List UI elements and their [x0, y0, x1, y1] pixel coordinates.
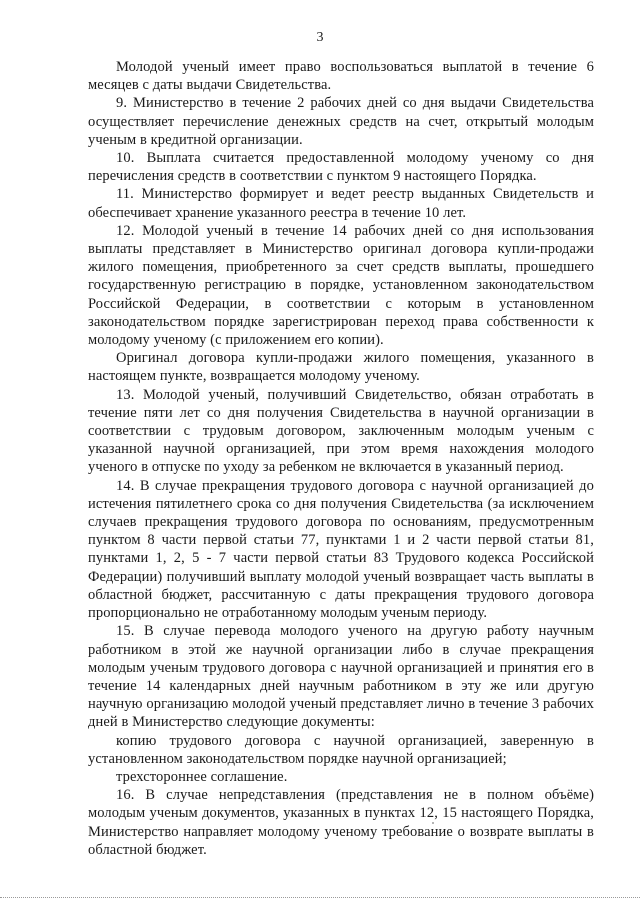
document-body: [88, 58, 594, 859]
scan-artifact: [432, 822, 434, 824]
paragraph-16-refund-demand: 16. В случае непредставления (представления не в полном объёме) молодым ученым документов, указанных в пунктах 12, 15 настоящего Порядка, Министерство направляет молодому ученому требование о возврате выплаты в областной бюджет.: [88, 787, 594, 858]
paragraph-eligibility-period: Молодой ученый имеет право воспользоваться выплатой в течение 6 месяцев с даты выдачи Свидетельства.: [88, 59, 594, 94]
paragraph-13-work-obligation: 13. Молодой ученый, получивший Свидетельство, обязан отработать в течение пяти лет со дня получения Свидетельства в научной организации в соответствии с трудовым договором, заключенным молодым ученым с указанной научной организацией, при этом время нахождения молодого ученого в отпуске по уходу за ребенком не включается в указанный период.: [88, 386, 594, 476]
paragraph-15-contract-copy: копию трудового договора с научной организацией, заверенную в установленном законодательством порядке научной организацией;: [88, 732, 594, 767]
paragraph-10-payment-provided: 10. Выплата считается предоставленной молодому ученому со дня перечисления средств в соответствии с пунктом 9 настоящего Порядка.: [88, 150, 594, 185]
paragraph-15-transfer-documents: 15. В случае перевода молодого ученого на другую работу научным работником в этой же научной организации либо в случае прекращения молодым ученым трудового договора с научной организацией и принятия его в течение 14 календарных дней научным работником в эту же или другую научную организацию молодой ученый представляет лично в течение 3 рабочих дней в Министерство следующие документы:: [88, 623, 594, 731]
paragraph-11-registry: 11. Министерство формирует и ведет реестр выданных Свидетельств и обеспечивает хранение указанного реестра в течение 10 лет.: [88, 186, 594, 221]
page-number: 3: [316, 30, 324, 45]
paragraph-12-contract-submission: 12. Молодой ученый в течение 14 рабочих дней со дня использования выплаты представляет в Министерство оригинал договора купли-продажи жилого помещения, приобретенного за счет средств выплаты, прошедшего государственную регистрацию в порядке, установленном законодательством Российской Федерации, в соответствии с которым в установленном законодательством порядке зарегистрирован переход права собственности к молодому ученому (с приложением его копии).: [88, 222, 594, 349]
paragraph-12-original-returned: Оригинал договора купли-продажи жилого помещения, указанного в настоящем пункте, возвращается молодому ученому.: [88, 350, 594, 385]
paragraph-15-tripartite-agreement: трехстороннее соглашение.: [116, 768, 288, 785]
paragraph-9-transfer: 9. Министерство в течение 2 рабочих дней со дня выдачи Свидетельства осуществляет перечисление денежных средств на счет, открытый молодым ученым в кредитной организации.: [88, 95, 594, 148]
page-bottom-edge: [0, 897, 640, 898]
paragraph-14-refund-on-termination: 14. В случае прекращения трудового договора с научной организацией до истечения пятилетнего срока со дня получения Свидетельства (за исключением случаев прекращения трудового договора по основаниям, предусмотренным пунктом 8 части первой статьи 77, пунктами 1 и 2 части первой статьи 81, пунктами 1, 2, 5 - 7 части первой статьи 83 Трудового кодекса Российской Федерации) получивший выплату молодой ученый возвращает часть выплаты в областной бюджет, рассчитанную с даты прекращения трудового договора пропорционально не отработанному молодым ученым периоду.: [88, 477, 594, 622]
